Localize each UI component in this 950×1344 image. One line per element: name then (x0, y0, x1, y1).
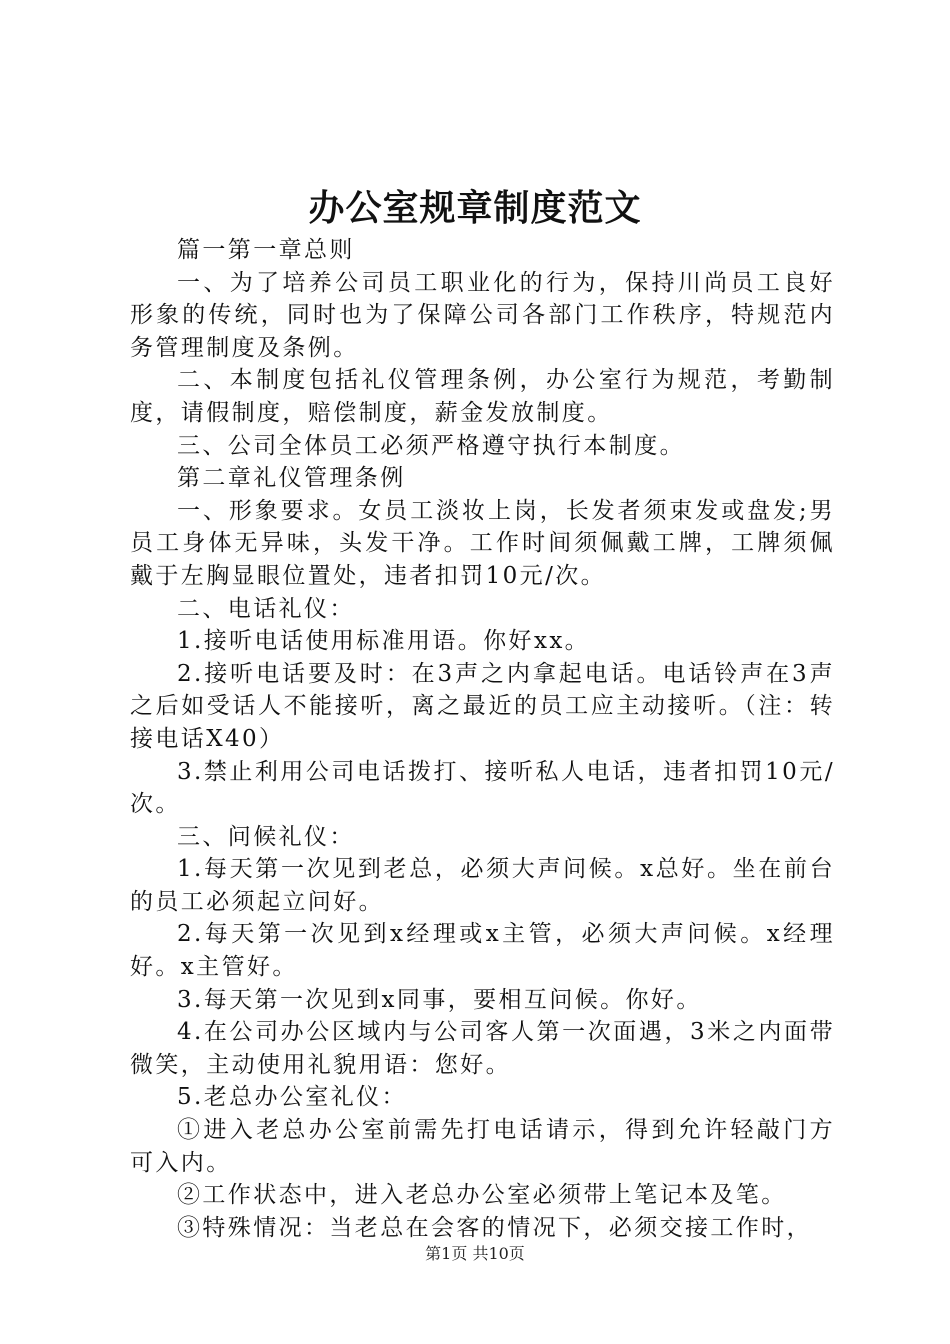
paragraph: 二、电话礼仪： (177, 595, 355, 622)
paragraph: 1.每天第一次见到老总，必须大声问候。x总好。坐在前台的员工必须起立问好。 (130, 856, 835, 915)
paragraph: 一、形象要求。女员工淡妆上岗，长发者须束发或盘发;男员工身体无异味，头发干净。工作时间须佩戴工牌，工牌须佩戴于左胸显眼位置处，违者扣罚10元/次。 (130, 497, 835, 589)
paragraph: 5.老总办公室礼仪： (177, 1084, 407, 1111)
paragraph: 2.每天第一次见到x经理或x主管，必须大声问候。x经理好。x主管好。 (130, 921, 835, 981)
page-footer: 第1页 共10页 (425, 1244, 525, 1263)
paragraph: 一、为了培养公司员工职业化的行为，保持川尚员工良好形象的传统，同时也为了保障公司各部门工作秩序，特规范内务管理制度及条例。 (130, 269, 835, 361)
paragraph: 1.接听电话使用标准用语。你好xx。 (177, 628, 591, 655)
paragraph: 三、问候礼仪： (177, 823, 355, 850)
paragraph: 二、本制度包括礼仪管理条例，办公室行为规范，考勤制度，请假制度，赔偿制度，薪金发放制度。 (130, 367, 835, 426)
paragraph: 4.在公司办公区域内与公司客人第一次面遇，3米之内面带微笑，主动使用礼貌用语：您好。 (130, 1019, 835, 1078)
paragraph: ②工作状态中，进入老总办公室必须带上笔记本及笔。 (177, 1182, 787, 1209)
document-title: 办公室规章制度范文 (308, 188, 642, 229)
paragraph: 3.每天第一次见到x同事，要相互问候。你好。 (177, 986, 702, 1013)
document-body (130, 234, 835, 1244)
paragraph: 3.禁止利用公司电话拨打、接听私人电话，违者扣罚10元/次。 (130, 758, 835, 818)
paragraph: 三、公司全体员工必须严格遵守执行本制度。 (177, 432, 685, 459)
paragraph: ③特殊情况：当老总在会客的情况下，必须交接工作时， (177, 1214, 812, 1241)
paragraph: 2.接听电话要及时：在3声之内拿起电话。电话铃声在3声之后如受话人不能接听，离之最近的员工应主动接听。（注：转接电话X40） (130, 660, 835, 752)
paragraph: 篇一第一章总则 (177, 237, 355, 263)
paragraph: 第二章礼仪管理条例 (177, 465, 406, 492)
paragraph: ①进入老总办公室前需先打电话请示，得到允许轻敲门方可入内。 (130, 1117, 835, 1176)
